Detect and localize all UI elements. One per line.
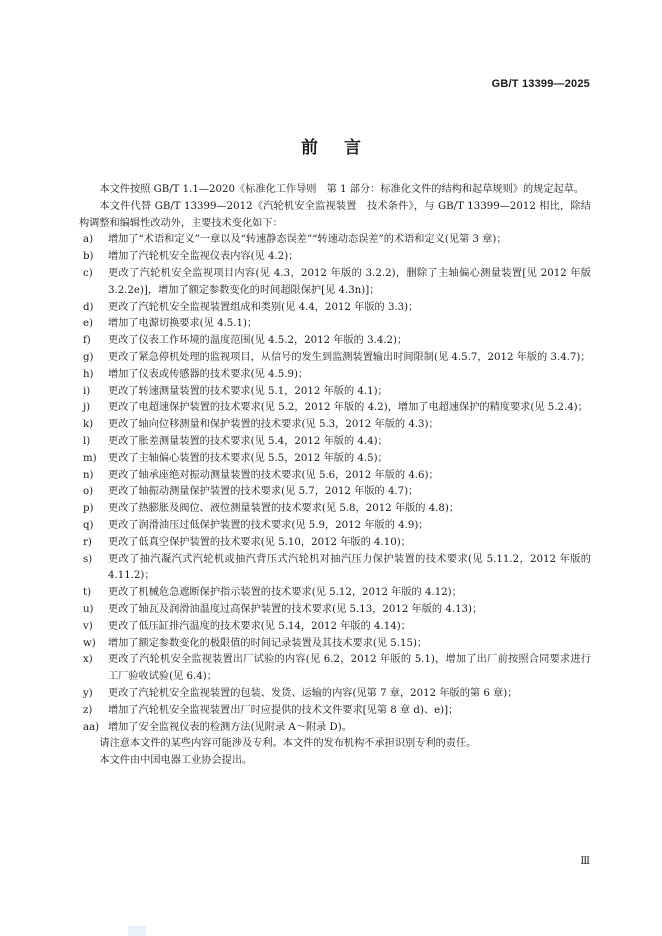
list-item-label: v) — [83, 620, 93, 632]
list-item — [79, 417, 591, 434]
page-title: 前言 — [301, 138, 387, 158]
list-item-label: e) — [83, 318, 94, 330]
list-item — [79, 720, 591, 737]
list-item — [79, 249, 591, 266]
list-item-text: 更改了主轴偏心装置的技术要求(见 5.5，2012 年版的 4.5)； — [108, 452, 388, 464]
list-item-text: 更改了润滑油压过低保护装置的技术要求(见 5.9，2012 年版的 4.9)； — [108, 519, 429, 531]
list-item-label: w) — [83, 637, 96, 649]
list-item-label: m) — [83, 452, 97, 464]
list-item-label: o) — [83, 486, 94, 498]
list-item — [79, 501, 591, 518]
list-item-label: i) — [83, 385, 91, 397]
list-item — [79, 300, 591, 317]
list-item — [79, 636, 591, 653]
list-item-text: 更改了汽轮机安全监视装置出厂试验的内容(见 6.2，2012 年版的 5.1)，增加了出厂前按照合同要求进行工厂验收试验(见 6.4)； — [108, 654, 591, 683]
list-item-label: f) — [83, 335, 91, 347]
list-item-text: 更改了汽轮机安全监视装置组成和类别(见 4.4，2012 年版的 3.3)； — [108, 301, 419, 313]
list-item-text: 更改了轴向位移测量和保护装置的技术要求(见 5.3，2012 年版的 4.3)； — [108, 419, 439, 431]
list-item-label: h) — [83, 368, 94, 380]
intro-paragraph: 本文件按照 GB/T 1.1—2020《标准化工作导则 第 1 部分：标准化文件的结构和起草规则》的规定起草。 — [99, 184, 585, 195]
list-item — [79, 484, 591, 501]
list-item-text: 增加了仪表或传感器的技术要求(见 4.5.9)； — [108, 368, 309, 380]
page-number: Ⅲ — [580, 856, 590, 867]
list-item-text: 增加了“术语和定义”一章以及“转速静态误差”“转速动态误差”的术语和定义(见第 3 章)； — [108, 234, 507, 246]
list-item-label: g) — [83, 351, 94, 363]
list-item-label: l) — [83, 435, 91, 447]
list-item-label: z) — [83, 704, 93, 716]
list-item — [79, 451, 591, 468]
list-item-text: 增加了安全监视仪表的检测方法(见附录 A～附录 D)。 — [108, 721, 352, 733]
list-item-text: 更改了轴振动测量保护装置的技术要求(见 5.7，2012 年版的 4.7)； — [108, 486, 419, 498]
standard-code: GB/T 13399—2025 — [491, 78, 590, 90]
list-item-text: 更改了轴承座绝对振动测量装置的技术要求(见 5.6，2012 年版的 4.6)； — [108, 469, 439, 481]
list-item-label: b) — [83, 251, 94, 263]
list-item-text: 更改了紧急停机处理的监视项目，从信号的发生到监测装置输出时间限制(见 4.5.7，2012 年版的 3.4.7)； — [108, 351, 591, 363]
list-item-text: 更改了仪表工作环境的温度范围(见 4.5.2，2012 年版的 3.4.2)； — [108, 335, 408, 347]
list-item-text: 更改了机械危急遮断保护指示装置的技术要求(见 5.12，2012 年版的 4.12)； — [108, 587, 462, 599]
list-item-label: u) — [83, 603, 94, 615]
list-item — [79, 367, 591, 384]
list-item — [79, 518, 591, 535]
watermark-mark — [128, 926, 146, 936]
list-item — [79, 384, 591, 401]
list-item-label: aa) — [83, 721, 100, 733]
list-item-text: 更改了轴瓦及润滑油温度过高保护装置的技术要求(见 5.13，2012 年版的 4.13)； — [108, 603, 483, 615]
list-item-label: r) — [83, 536, 92, 548]
list-item-label: q) — [83, 519, 94, 531]
list-item-label: c) — [83, 267, 93, 279]
list-item — [79, 434, 591, 451]
list-item-text: 增加了汽轮机安全监视装置出厂时应提供的技术文件要求[见第 8 章 d)、e)]； — [108, 704, 459, 716]
list-item — [79, 585, 591, 602]
list-item-text: 更改了转速测量装置的技术要求(见 5.1，2012 年版的 4.1)； — [108, 385, 388, 397]
list-item-text: 更改了抽汽凝汽式汽轮机或抽汽背压式汽轮机对抽汽压力保护装置的技术要求(见 5.11.2，2012 年版的 4.11.2)； — [108, 553, 591, 582]
list-item — [79, 400, 591, 417]
list-item — [79, 266, 591, 300]
list-item-text: 更改了电超速保护装置的技术要求(见 5.2，2012 年版的 4.2)，增加了电超速保护的精度要求(见 5.2.4)； — [108, 402, 588, 414]
list-item-text: 更改了低压缸排汽温度的技术要求(见 5.14，2012 年版的 4.14)； — [108, 620, 411, 632]
list-item-text: 更改了热膨胀及阀位、液位测量装置的技术要求(见 5.8，2012 年版的 4.8)； — [108, 503, 460, 515]
list-item-text: 更改了汽轮机安全监视装置的包装、发货、运输的内容(见第 7 章，2012 年版的第 6 章)； — [108, 687, 518, 699]
list-item-label: s) — [83, 553, 93, 565]
list-item — [79, 652, 591, 686]
list-item-text: 更改了胀差测量装置的技术要求(见 5.4，2012 年版的 4.4)； — [108, 435, 388, 447]
list-item-text: 增加了汽轮机安全监视仪表内容(见 4.2)； — [108, 251, 299, 263]
replacement-paragraph: 本文件代替 GB/T 13399—2012《汽轮机安全监视装置 技术条件》，与 GB/T 13399—2012 相比，除结构调整和编辑性改动外，主要技术变化如下： — [79, 200, 591, 229]
list-item — [79, 602, 591, 619]
list-item-text: 增加了额定参数变化的极限值的时间记录装置及其技术要求(见 5.15)； — [108, 637, 428, 649]
list-item-label: y) — [83, 687, 93, 699]
list-item-label: n) — [83, 469, 94, 481]
list-item-label: p) — [83, 503, 94, 515]
list-item-label: a) — [83, 234, 94, 246]
proposer-statement: 本文件由中国电器工业协会提出。 — [99, 755, 253, 767]
list-item — [79, 535, 591, 552]
list-item-label: d) — [83, 301, 94, 313]
patent-notice: 请注意本文件的某些内容可能涉及专利。本文件的发布机构不承担识别专利的责任。 — [99, 738, 477, 750]
list-item-text: 更改了低真空保护装置的技术要求(见 5.10，2012 年版的 4.10)； — [108, 536, 411, 548]
foreword-body — [79, 182, 591, 770]
list-item — [79, 703, 591, 720]
list-item — [79, 232, 591, 249]
list-item — [79, 333, 591, 350]
list-item — [79, 316, 591, 333]
list-item-text: 更改了汽轮机安全监视项目内容(见 4.3，2012 年版的 3.2.2)，删除了主轴偏心测量装置[见 2012 年版 3.2.2e)]，增加了额定参数变化的时间超限保护[见 4.3n)]； — [108, 267, 591, 296]
list-item — [79, 619, 591, 636]
list-item — [79, 552, 591, 586]
list-item — [79, 350, 591, 367]
list-item-label: j) — [83, 402, 91, 414]
changes-list — [79, 232, 591, 736]
list-item-label: x) — [83, 654, 93, 666]
list-item-label: k) — [83, 419, 94, 431]
list-item-text: 增加了电源切换要求(见 4.5.1)； — [108, 318, 258, 330]
list-item — [79, 468, 591, 485]
list-item — [79, 686, 591, 703]
list-item-label: t) — [83, 587, 92, 599]
